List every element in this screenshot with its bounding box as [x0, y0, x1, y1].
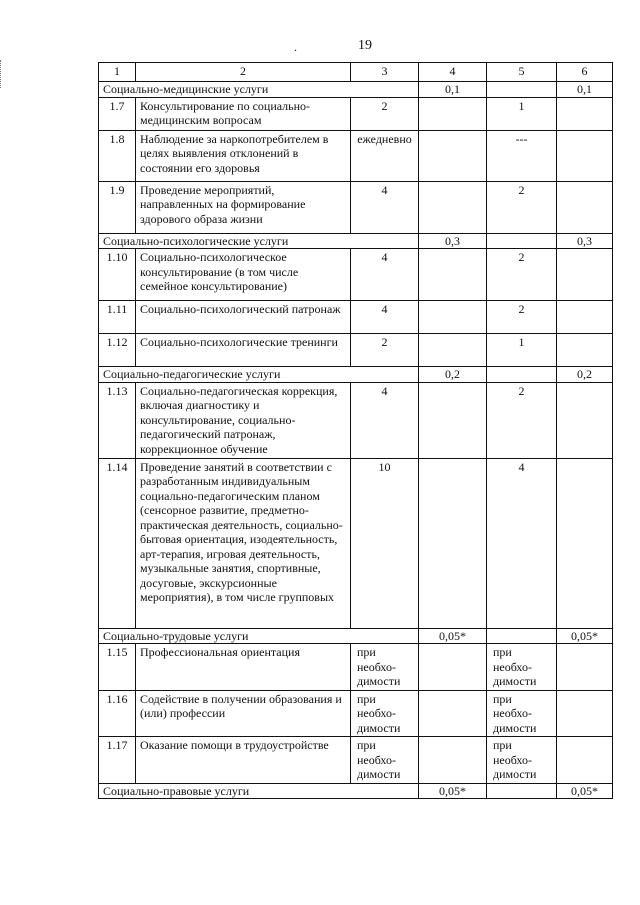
table-row [99, 130, 613, 181]
row-col4 [419, 130, 487, 181]
table-row [99, 97, 613, 130]
table-header-row [99, 63, 613, 82]
row-col6 [557, 690, 613, 737]
row-col5: 1 [487, 97, 557, 130]
row-col4 [419, 97, 487, 130]
row-col3: 4 [351, 249, 419, 301]
row-col6 [557, 301, 613, 334]
table-row [99, 644, 613, 691]
row-col6 [557, 181, 613, 233]
group-empty [487, 233, 557, 249]
group-value: 0,2 [557, 367, 613, 383]
header-cell: 2 [136, 63, 351, 82]
header-cell: 5 [487, 63, 557, 82]
row-col3: 4 [351, 301, 419, 334]
row-col4 [419, 737, 487, 784]
row-number: 1.7 [99, 97, 136, 130]
row-number: 1.9 [99, 181, 136, 233]
row-col3: ежедневно [351, 130, 419, 181]
row-service-name: Проведение мероприятий, направленных на формирование здорового образа жизни [136, 181, 351, 233]
group-empty [487, 628, 557, 644]
row-col6 [557, 97, 613, 130]
row-col5: при необхо-димости [487, 737, 557, 784]
row-col6 [557, 130, 613, 181]
header-cell: 4 [419, 63, 487, 82]
table-row [99, 249, 613, 301]
row-col4 [419, 334, 487, 367]
row-col3: 2 [351, 97, 419, 130]
header-cell: 1 [99, 63, 136, 82]
group-value: 0,05* [557, 628, 613, 644]
row-col4 [419, 690, 487, 737]
group-row-legal [99, 783, 613, 799]
group-value: 0,3 [419, 233, 487, 249]
group-row-ped [99, 367, 613, 383]
row-col3: при необхо-димости [351, 690, 419, 737]
row-service-name: Социально-психологический патронаж [136, 301, 351, 334]
group-row-psych [99, 233, 613, 249]
row-col5: --- [487, 130, 557, 181]
row-col6 [557, 382, 613, 458]
header-cell: 6 [557, 63, 613, 82]
row-service-name: Социально-психологические тренинги [136, 334, 351, 367]
header-cell: 3 [351, 63, 419, 82]
group-value: 0,05* [557, 783, 613, 799]
group-name: Социально-трудовые услуги [99, 628, 419, 644]
row-col6 [557, 737, 613, 784]
group-empty [487, 367, 557, 383]
row-service-name: Наблюдение за наркопотребителем в целях выявления отклонений в состоянии его здоровья [136, 130, 351, 181]
row-number: 1.13 [99, 382, 136, 458]
row-col5: 1 [487, 334, 557, 367]
row-service-name: Консультирование по социально-медицинским вопросам [136, 97, 351, 130]
group-name: Социально-психологические услуги [99, 233, 419, 249]
group-value: 0,3 [557, 233, 613, 249]
row-col3: при необхо-димости [351, 737, 419, 784]
row-col4 [419, 644, 487, 691]
row-col4 [419, 301, 487, 334]
row-number: 1.10 [99, 249, 136, 301]
row-col5: 2 [487, 249, 557, 301]
row-service-name: Содействие в получении образования и (или) профессии [136, 690, 351, 737]
group-name: Социально-правовые услуги [99, 783, 419, 799]
group-empty [487, 783, 557, 799]
group-name: Социально-медицинские услуги [99, 82, 419, 98]
row-col6 [557, 249, 613, 301]
row-col3: при необхо-димости [351, 644, 419, 691]
row-service-name: Профессиональная ориентация [136, 644, 351, 691]
row-col5: при необхо-димости [487, 690, 557, 737]
row-service-name: Социально-педагогическая коррекция, включая диагностику и консультирование, социально-педагогический патронаж, коррекционное обучение [136, 382, 351, 458]
row-service-name: Проведение занятий в соответствии с разработанным индивидуальным социально-педагогическим планом (сенсорное развитие, предметно-практическая деятельность, социально-бытовая ориентация, изодеятельность, арт-терапия, игровая деятельность, музыкальные занятия, спортивные, досуговые, экскурсионные мероприятия), в том числе групповых [136, 458, 351, 628]
row-number: 1.17 [99, 737, 136, 784]
row-col6 [557, 334, 613, 367]
group-value: 0,05* [419, 628, 487, 644]
margin-mark [0, 60, 5, 88]
row-col5: 2 [487, 301, 557, 334]
row-col5: 2 [487, 181, 557, 233]
row-col6 [557, 458, 613, 628]
row-col4 [419, 382, 487, 458]
row-number: 1.8 [99, 130, 136, 181]
group-empty [487, 82, 557, 98]
row-number: 1.11 [99, 301, 136, 334]
table-row [99, 334, 613, 367]
table-row [99, 458, 613, 628]
group-value: 0,2 [419, 367, 487, 383]
row-col4 [419, 249, 487, 301]
row-col5: 4 [487, 458, 557, 628]
row-col4 [419, 181, 487, 233]
table-row [99, 301, 613, 334]
table-row [99, 181, 613, 233]
group-value: 0,05* [419, 783, 487, 799]
row-col3: 10 [351, 458, 419, 628]
row-col3: 4 [351, 181, 419, 233]
row-number: 1.14 [99, 458, 136, 628]
row-service-name: Оказание помощи в трудоустройстве [136, 737, 351, 784]
table-row [99, 690, 613, 737]
row-col5: 2 [487, 382, 557, 458]
row-col3: 2 [351, 334, 419, 367]
row-col4 [419, 458, 487, 628]
row-col3: 4 [351, 382, 419, 458]
row-col6 [557, 644, 613, 691]
services-table [98, 62, 613, 799]
group-value: 0,1 [419, 82, 487, 98]
group-row-labor [99, 628, 613, 644]
row-number: 1.15 [99, 644, 136, 691]
page-number: 19 [358, 38, 372, 53]
row-col5: при необхо-димости [487, 644, 557, 691]
row-number: 1.16 [99, 690, 136, 737]
table-row [99, 737, 613, 784]
row-number: 1.12 [99, 334, 136, 367]
group-name: Социально-педагогические услуги [99, 367, 419, 383]
table-row [99, 382, 613, 458]
stray-dot: . [294, 40, 297, 54]
group-value: 0,1 [557, 82, 613, 98]
row-service-name: Социально-психологическое консультирование (в том числе семейное консультирование) [136, 249, 351, 301]
group-row-medical [99, 82, 613, 98]
